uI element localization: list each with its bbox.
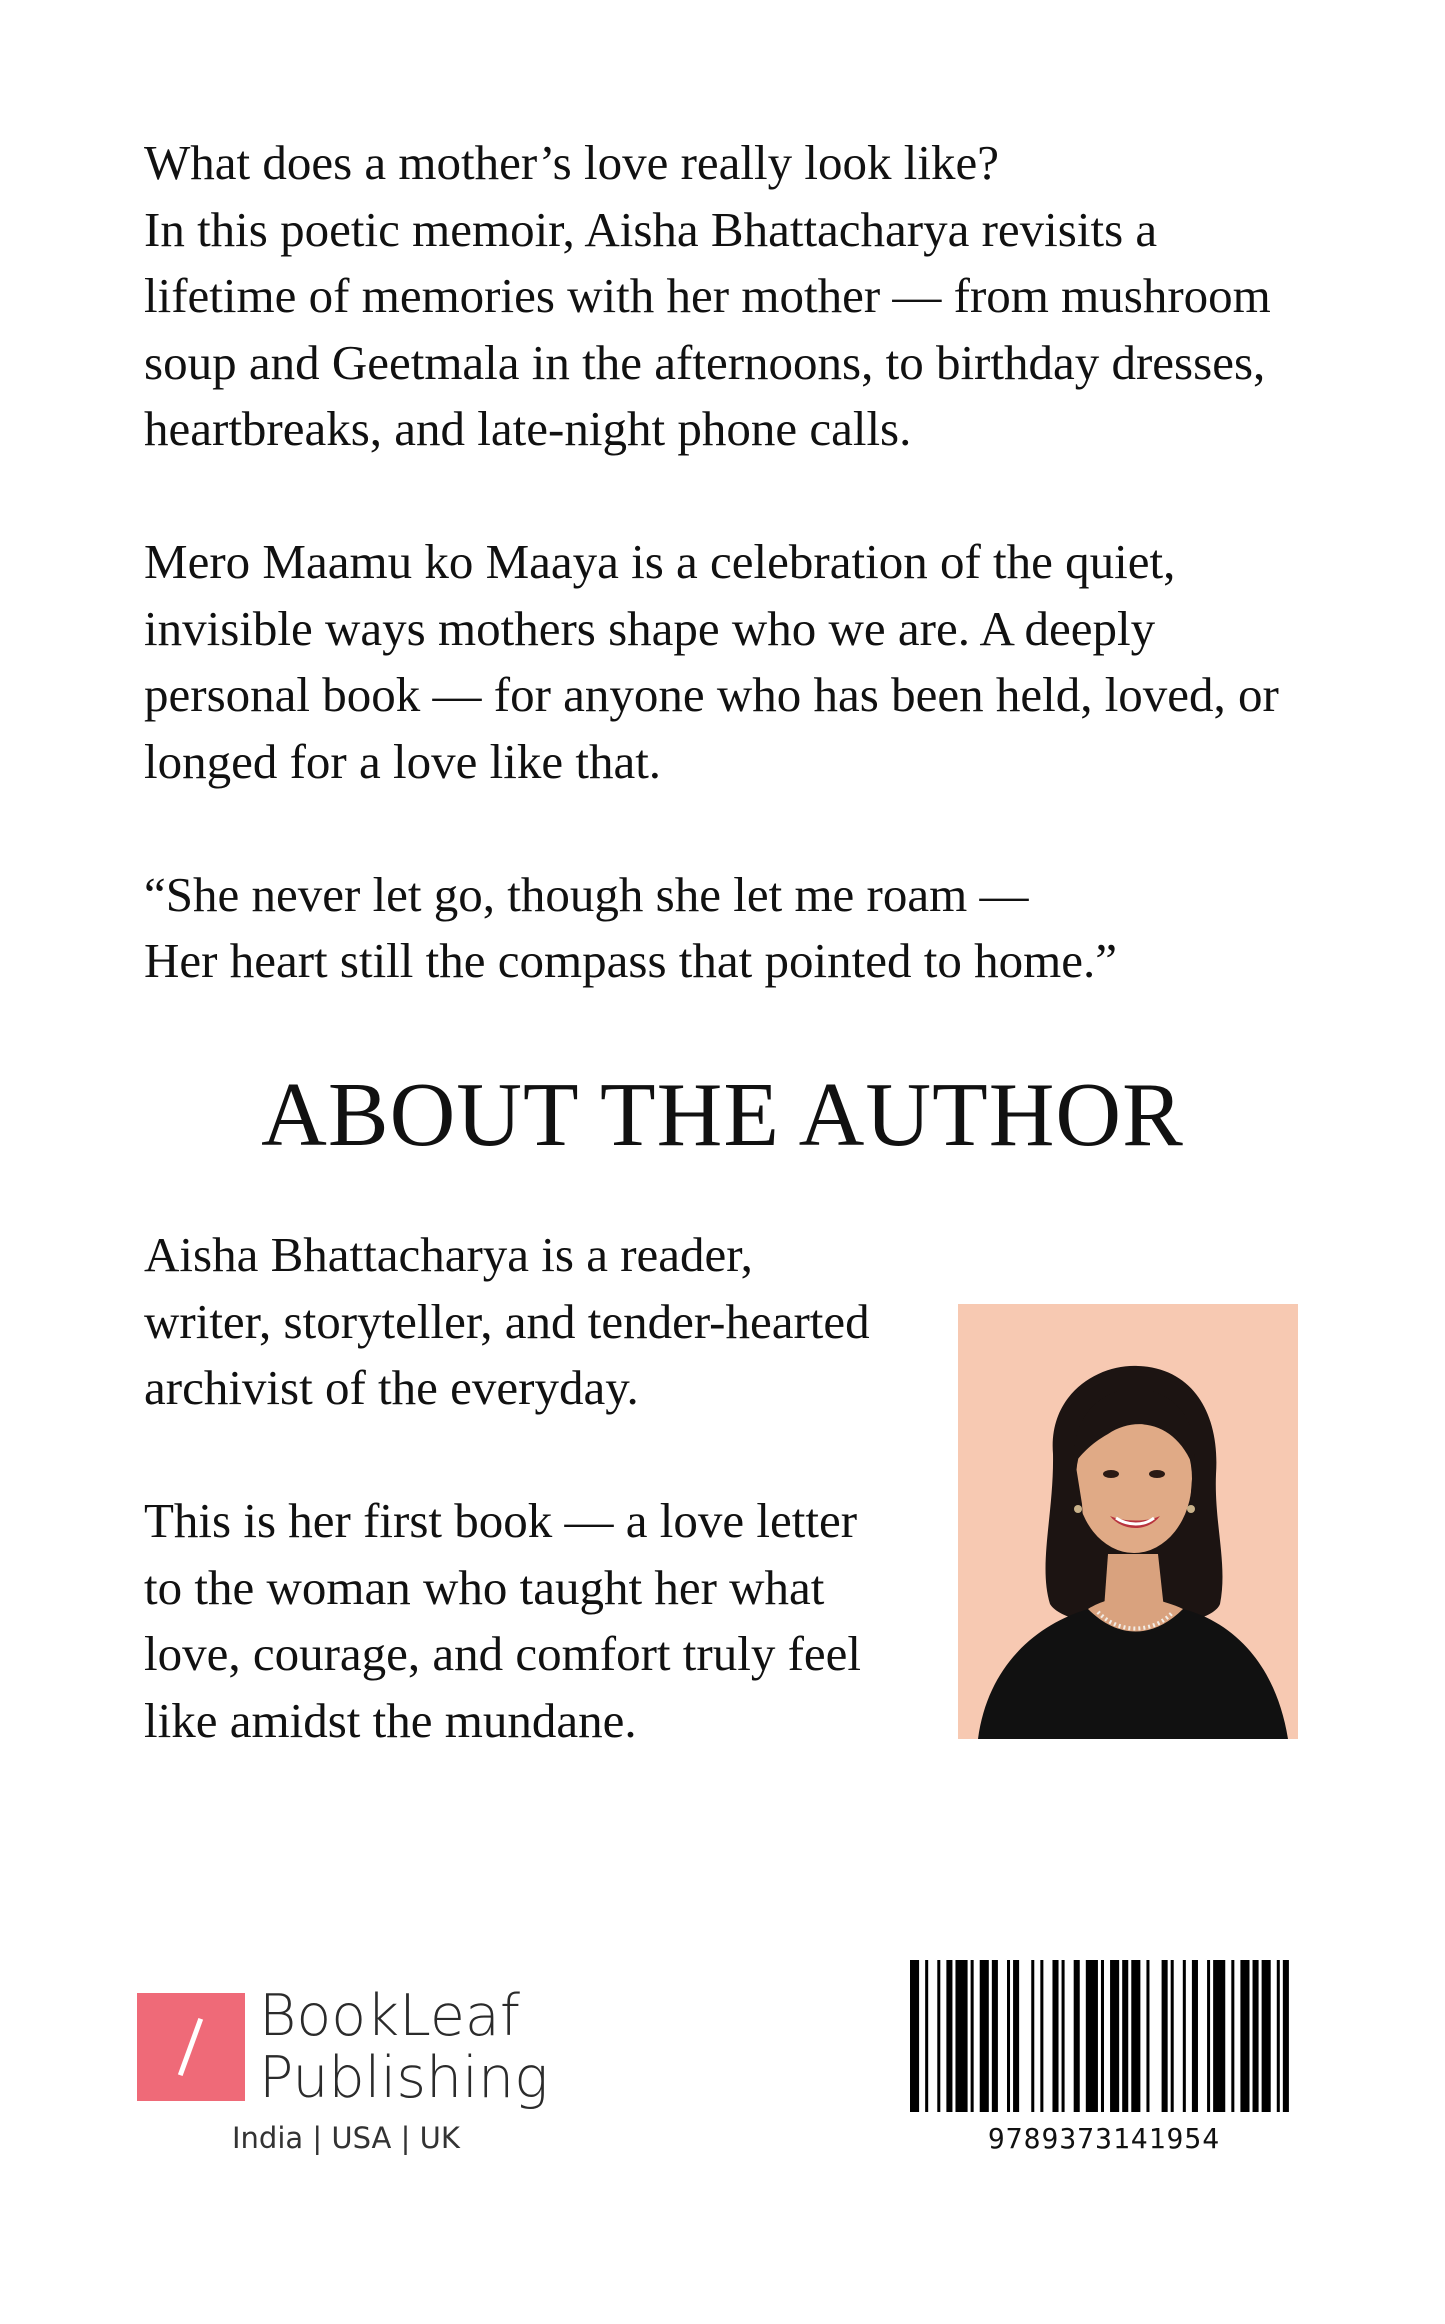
- bio-line: archivist of the everyday.: [144, 1360, 639, 1415]
- slash-icon: [178, 2018, 203, 2076]
- publisher-name-line2: Publishing: [259, 2045, 549, 2111]
- author-portrait-illustration: [958, 1304, 1298, 1739]
- barcode-bar: [1101, 1960, 1104, 2112]
- barcode-bar: [1231, 1960, 1234, 2112]
- barcode-bar: [1086, 1960, 1098, 2112]
- bio-line: to the woman who taught her what: [144, 1559, 825, 1615]
- bookleaf-publishing-logo: [137, 1983, 557, 2163]
- barcode-bar: [1007, 1960, 1010, 2112]
- bio-line: like amidst the mundane.: [144, 1692, 637, 1748]
- barcode-bar: [1283, 1960, 1289, 2112]
- bio-line: love, courage, and comfort truly feel: [144, 1626, 862, 1681]
- barcode-bar: [1171, 1960, 1174, 2112]
- blurb-line: heartbreaks, and late-night phone calls.: [144, 401, 912, 456]
- author-bio: [144, 1222, 924, 1821]
- barcode-bar: [1162, 1960, 1168, 2112]
- blurb-line: invisible ways mothers shape who we are. A deeply: [144, 600, 1156, 656]
- blurb-line: What does a mother’s love really look like?: [144, 135, 999, 190]
- barcode-bar: [1240, 1960, 1249, 2112]
- barcode-bar: [1277, 1960, 1280, 2112]
- barcode-bar: [955, 1960, 967, 2112]
- author-bio-paragraph-first-book: [144, 1488, 924, 1754]
- barcode-bar: [1207, 1960, 1210, 2112]
- barcode-bar: [1040, 1960, 1043, 2112]
- barcode-bar: [1183, 1960, 1186, 2112]
- publisher-name: [259, 1985, 548, 2109]
- blurb-line: soup and Geetmala in the afternoons, to birthday dresses,: [144, 334, 1266, 390]
- barcode-bar: [1262, 1960, 1271, 2112]
- isbn-barcode: [910, 1960, 1298, 2112]
- barcode-bar: [946, 1960, 952, 2112]
- isbn-number: 9789373141954: [987, 2122, 1221, 2155]
- blurb-paragraph-intro: [144, 130, 1344, 463]
- blurb-line: lifetime of memories with her mother — from mushroom: [144, 268, 1271, 323]
- blurb-line: In this poetic memoir, Aisha Bhattacharya revisits a: [144, 201, 1158, 257]
- author-bio-paragraph-intro: [144, 1222, 924, 1422]
- blurb-line: Mero Maamu ko Maaya is a celebration of the quiet,: [144, 534, 1176, 589]
- blurb-paragraph-celebration: [144, 529, 1344, 795]
- barcode-bar: [1146, 1960, 1149, 2112]
- back-cover-blurb: [144, 130, 1344, 1061]
- barcode-bar: [1052, 1960, 1058, 2112]
- barcode-bar: [1213, 1960, 1225, 2112]
- blurb-line: longed for a love like that.: [144, 733, 662, 789]
- barcode-bar: [992, 1960, 998, 2112]
- barcode-bar: [937, 1960, 940, 2112]
- bookleaf-logo-mark: [137, 1993, 245, 2101]
- quote-line: “She never let go, though she let me roam —: [144, 866, 1029, 922]
- bio-line: This is her first book — a love letter: [144, 1493, 858, 1548]
- barcode-bar: [1110, 1960, 1119, 2112]
- blurb-quote: [144, 862, 1344, 995]
- bio-line: Aisha Bhattacharya is a reader,: [144, 1227, 753, 1282]
- barcode-bar: [1062, 1960, 1065, 2112]
- quote-line: Her heart still the compass that pointed to home.”: [144, 933, 1117, 988]
- bio-line: writer, storyteller, and tender-hearted: [144, 1293, 870, 1349]
- barcode-bar: [1192, 1960, 1198, 2112]
- barcode-bar: [1031, 1960, 1034, 2112]
- barcode-bar: [980, 1960, 989, 2112]
- about-the-author-heading: ABOUT THE AUTHOR: [261, 1064, 1184, 1165]
- author-photo: [958, 1304, 1298, 1739]
- barcode-bar: [910, 1960, 919, 2112]
- barcode-bar: [1074, 1960, 1080, 2112]
- blurb-line: personal book — for anyone who has been held, loved, or: [144, 667, 1279, 722]
- barcode-bar: [971, 1960, 974, 2112]
- barcode-bar: [1253, 1960, 1259, 2112]
- publisher-name-line1: BookLeaf: [259, 1983, 520, 2049]
- barcode-bar: [1131, 1960, 1140, 2112]
- barcode-bar: [1122, 1960, 1128, 2112]
- barcode-bar: [1013, 1960, 1019, 2112]
- publisher-countries: India | USA | UK: [232, 2121, 460, 2155]
- barcode-bar: [925, 1960, 928, 2112]
